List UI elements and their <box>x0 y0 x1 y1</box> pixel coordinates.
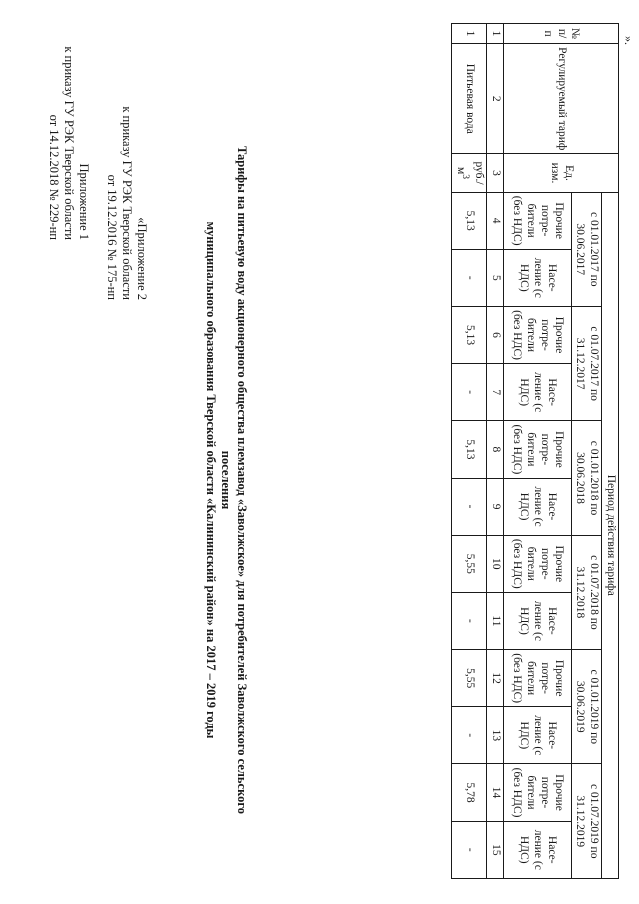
row-unit <box>452 154 486 192</box>
document-title-line-1: Тарифы на питьевую воду акционерного общества племзавод «Заволжское» для потребителей Заволжского сельского поселения <box>219 145 249 814</box>
appendix-2-block <box>104 40 149 300</box>
row-number: 1 <box>452 24 486 44</box>
subheader-other: Прочие потре-бители (без НДС) <box>503 764 571 821</box>
period-header: с 01.01.2019 по 30.06.2019 <box>571 650 602 764</box>
column-number: 14 <box>486 764 503 821</box>
column-number: 5 <box>486 249 503 306</box>
tariff-value: 5,55 <box>452 535 486 592</box>
row-unit-superscript: 3 <box>460 174 472 180</box>
tariff-value: - <box>452 707 486 764</box>
column-number: 2 <box>486 44 503 154</box>
tariff-value: 5,13 <box>452 421 486 478</box>
header-unit: Ед. изм. <box>503 154 618 192</box>
column-number: 4 <box>486 192 503 249</box>
column-number: 12 <box>486 650 503 707</box>
period-header: с 01.07.2017 по 31.12.2017 <box>571 306 602 420</box>
column-number: 10 <box>486 535 503 592</box>
subheader-population: Насе-ление (с НДС) <box>503 821 571 878</box>
header-tariff: Регулируемый тариф <box>503 44 618 154</box>
appendix-1-order: к приказу ГУ РЭК Тверской области <box>62 46 76 240</box>
subheader-population: Насе-ление (с НДС) <box>503 364 571 421</box>
column-number: 9 <box>486 478 503 535</box>
subheader-other: Прочие потре-бители (без НДС) <box>503 650 571 707</box>
subheader-population: Насе-ление (с НДС) <box>503 707 571 764</box>
row-tariff: Питьевая вода <box>452 44 486 154</box>
subheader-other: Прочие потре-бители (без НДС) <box>503 421 571 478</box>
header-row-1 <box>602 24 619 879</box>
appendix-2-title: «Приложение 2 <box>135 217 149 300</box>
appendix-1-block <box>46 40 91 240</box>
document-title <box>202 140 249 820</box>
column-number-row <box>486 24 503 879</box>
tariff-value: - <box>452 478 486 535</box>
header-num: № п/п <box>503 24 618 44</box>
subheader-population: Насе-ление (с НДС) <box>503 478 571 535</box>
subheader-other: Прочие потре-бители (без НДС) <box>503 306 571 363</box>
subheader-other: Прочие потре-бители (без НДС) <box>503 192 571 249</box>
period-header: с 01.07.2018 по 31.12.2018 <box>571 535 602 649</box>
closing-quote: ». <box>622 36 636 45</box>
tariff-value: 5,13 <box>452 306 486 363</box>
subheader-other: Прочие потре-бители (без НДС) <box>503 535 571 592</box>
column-number: 15 <box>486 821 503 878</box>
column-number: 3 <box>486 154 503 192</box>
appendix-2-date: от 19.12.2016 № 175-нп <box>105 174 119 300</box>
tariff-value: 5,55 <box>452 650 486 707</box>
tariff-table <box>451 23 619 879</box>
tariff-value: 5,78 <box>452 764 486 821</box>
document-title-line-2: муниципального образования Тверской области «Калининский район» на 2017 – 2019 годы <box>203 221 218 739</box>
subheader-population: Насе-ление (с НДС) <box>503 249 571 306</box>
row-unit-text: руб./м <box>455 161 485 185</box>
subheader-population: Насе-ление (с НДС) <box>503 592 571 649</box>
tariff-value: 5,13 <box>452 192 486 249</box>
column-number: 8 <box>486 421 503 478</box>
period-header: с 01.01.2017 по 30.06.2017 <box>571 192 602 306</box>
tariff-value: - <box>452 592 486 649</box>
column-number: 6 <box>486 306 503 363</box>
appendix-1-date: от 14.12.2018 № 229-нп <box>47 114 61 240</box>
period-header: с 01.07.2019 по 31.12.2019 <box>571 764 602 879</box>
tariff-value: - <box>452 821 486 878</box>
column-number: 1 <box>486 24 503 44</box>
tariff-value: - <box>452 364 486 421</box>
column-number: 11 <box>486 592 503 649</box>
appendix-1-title: Приложение 1 <box>77 163 91 240</box>
table-row <box>452 24 486 879</box>
appendix-2-order: к приказу ГУ РЭК Тверской области <box>120 106 134 300</box>
column-number: 13 <box>486 707 503 764</box>
tariff-value: - <box>452 249 486 306</box>
period-header: с 01.01.2018 по 30.06.2018 <box>571 421 602 535</box>
column-number: 7 <box>486 364 503 421</box>
header-period: Период действия тарифа <box>602 192 619 878</box>
